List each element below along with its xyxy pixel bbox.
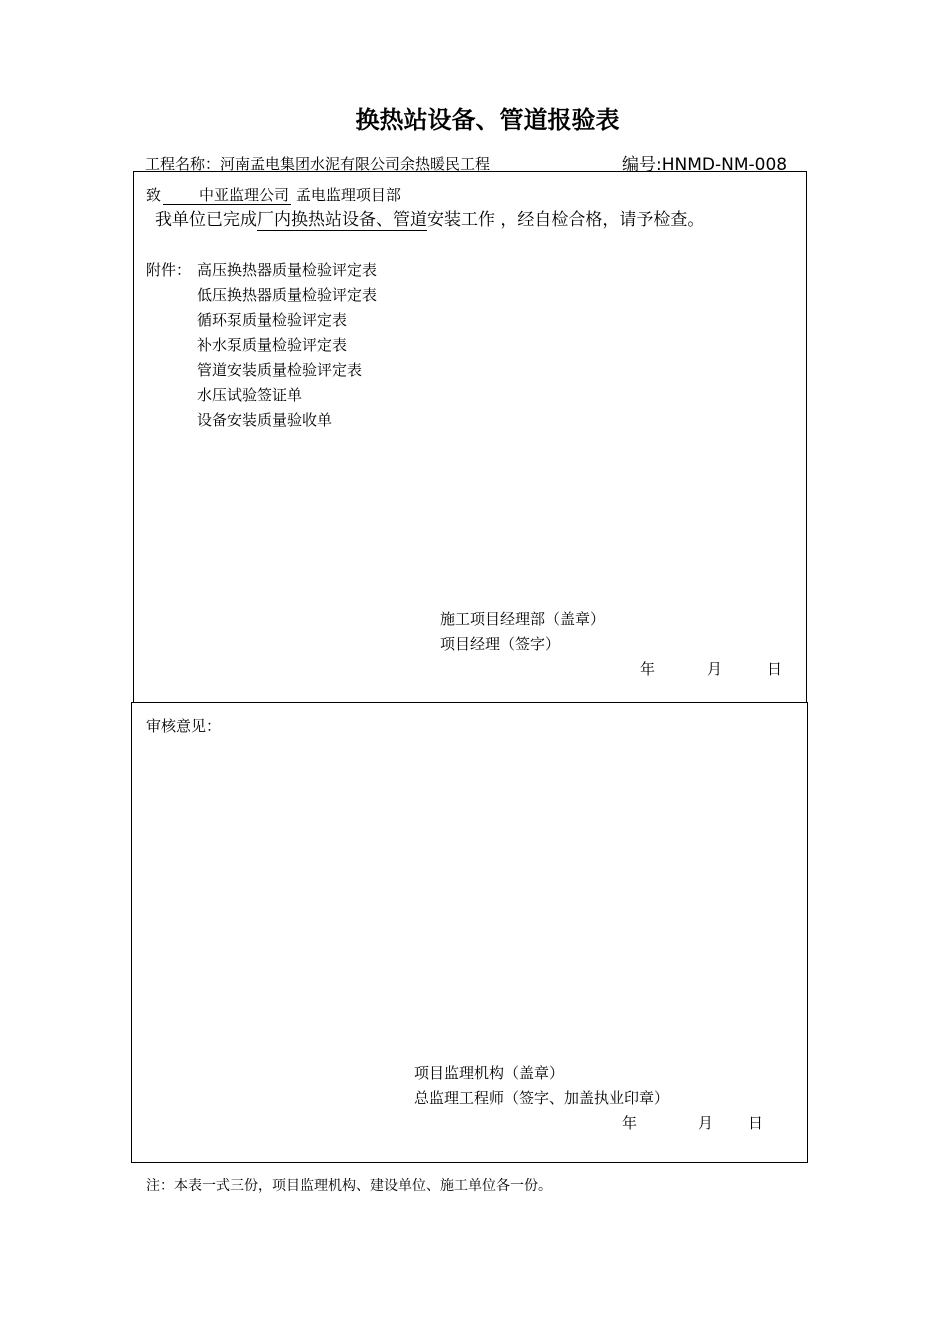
footnote: 注：本表一式三份，项目监理机构、建设单位、施工单位各一份。 bbox=[146, 1178, 552, 1194]
attachments-label: 附件： bbox=[146, 261, 192, 279]
recipient-company: 中亚监理公司 bbox=[163, 187, 291, 205]
date-day: 日 bbox=[767, 660, 783, 678]
date-month: 月 bbox=[698, 1114, 714, 1132]
statement-work: 厂内换热站设备、管道 bbox=[257, 210, 427, 230]
chief-engineer-sign-label: 总监理工程师（签字、加盖执业印章） bbox=[414, 1089, 670, 1107]
attachment-item: 设备安装质量验收单 bbox=[197, 411, 333, 429]
attachment-item: 水压试验签证单 bbox=[197, 386, 303, 404]
date-month: 月 bbox=[707, 660, 723, 678]
date-year: 年 bbox=[640, 660, 656, 678]
contractor-stamp-label: 施工项目经理部（盖章） bbox=[440, 610, 606, 628]
date-year: 年 bbox=[622, 1114, 638, 1132]
project-name: 工程名称：河南孟电集团水泥有限公司余热暖民工程 bbox=[145, 155, 491, 173]
recipient-dept: 孟电监理项目部 bbox=[295, 186, 401, 204]
form-code: 编号:HNMD-NM-008 bbox=[622, 155, 788, 175]
attachment-item: 补水泵质量检验评定表 bbox=[197, 336, 348, 354]
statement-pre: 我单位已完成 bbox=[155, 210, 257, 230]
date-day: 日 bbox=[748, 1114, 764, 1132]
recipient-line bbox=[146, 184, 401, 205]
supervisor-stamp-label: 项目监理机构（盖章） bbox=[414, 1064, 565, 1082]
attachment-item: 低压换热器质量检验评定表 bbox=[197, 286, 378, 304]
project-manager-sign-label: 项目经理（签字） bbox=[440, 635, 561, 653]
attachment-item: 循环泵质量检验评定表 bbox=[197, 311, 348, 329]
statement-line bbox=[155, 205, 704, 230]
attachment-item: 管道安装质量检验评定表 bbox=[197, 361, 363, 379]
statement-post: 安装工作 ，经自检合格，请予检查。 bbox=[427, 210, 705, 230]
attachment-item: 高压换热器质量检验评定表 bbox=[197, 261, 378, 279]
recipient-prefix: 致 bbox=[146, 186, 162, 204]
form-title: 换热站设备、管道报验表 bbox=[355, 105, 620, 134]
review-opinion-label: 审核意见： bbox=[146, 717, 222, 735]
